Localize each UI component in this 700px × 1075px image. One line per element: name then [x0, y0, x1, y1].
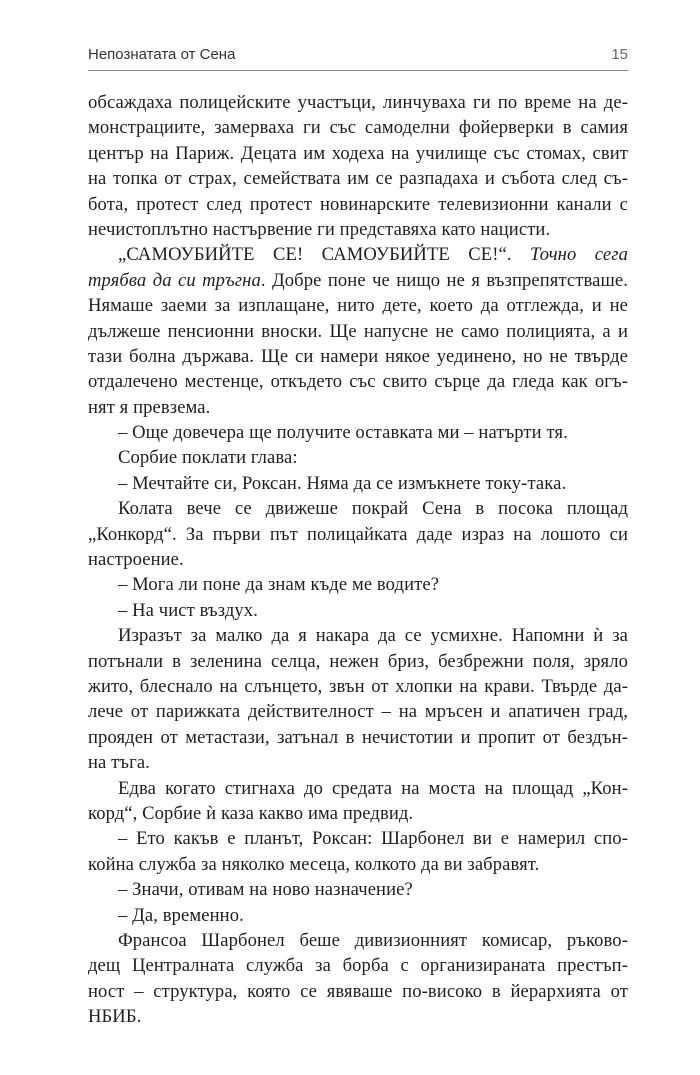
text-line	[88, 344, 628, 369]
text-line	[88, 979, 628, 1004]
text-line	[88, 674, 628, 699]
text-run: тази болна държава. Ще си намери някое уединено, но не твърде	[88, 345, 628, 367]
text-run: Нямаше заеми за изплащане, нито дете, което да отглежда, и не	[88, 295, 628, 317]
text-run: корд“, Сорбие ѝ каза какво има предвид.	[88, 802, 414, 824]
text-line	[88, 242, 628, 267]
text-line	[88, 699, 628, 724]
text-run: нечистоплътно настървение ги представяха като нацисти.	[88, 218, 551, 240]
running-header	[88, 40, 628, 71]
text-line	[88, 471, 628, 496]
text-line	[88, 598, 628, 623]
text-run: – На чист въздух.	[118, 599, 258, 621]
text-run: „Конкорд“. За първи път полицайката даде израз на лошото си	[88, 523, 628, 545]
text-line	[88, 877, 628, 902]
text-run: бота, протест след протест новинарските телевизионни канали с	[88, 193, 628, 215]
text-line	[88, 928, 628, 953]
text-run: „САМОУБИЙТЕ СЕ! САМОУБИЙТЕ СЕ!“.	[118, 244, 531, 266]
italic-text-run: Точно сега	[530, 244, 628, 266]
text-line	[88, 801, 628, 826]
italic-text-run: трябва да си тръгна	[88, 269, 261, 291]
text-line	[88, 395, 628, 420]
text-run: нят я превзема.	[88, 396, 211, 418]
text-run: койна служба за няколко месеца, колкото да ви забравят.	[88, 853, 540, 875]
text-line	[88, 293, 628, 318]
text-run: на тъга.	[88, 752, 150, 774]
page-number: 15	[611, 46, 628, 63]
text-line	[88, 953, 628, 978]
text-run: лече от парижката действителност – на мръсен и апатичен град,	[88, 701, 628, 723]
text-run: жито, блеснало на слънцето, звън от хлопки на крави. Твърде да-	[88, 675, 628, 697]
text-line	[88, 192, 628, 217]
text-line	[88, 166, 628, 191]
page-body-text	[88, 90, 628, 1029]
text-run: – Мога ли поне да знам къде ме водите?	[118, 574, 440, 596]
text-run: Франсоа Шарбонел беше дивизионният комисар, ръково-	[118, 929, 628, 951]
text-run: . Добре поне че нищо не я възпрепятстваше.	[260, 269, 628, 291]
text-run: Едва когато стигнаха до средата на моста на площад „Кон-	[118, 777, 628, 799]
text-line	[88, 445, 628, 470]
text-run: потънали в зеленина селца, нежен бриз, безбрежни поля, зряло	[88, 650, 628, 672]
text-run: – Мечтайте си, Роксан. Няма да се измъкнете току-така.	[118, 472, 567, 494]
text-run: НБИБ.	[88, 1006, 142, 1028]
text-line	[88, 852, 628, 877]
text-line	[88, 725, 628, 750]
text-line	[88, 826, 628, 851]
text-line	[88, 522, 628, 547]
text-line	[88, 268, 628, 293]
text-line	[88, 547, 628, 572]
text-line	[88, 141, 628, 166]
text-line	[88, 649, 628, 674]
text-line	[88, 623, 628, 648]
text-line	[88, 115, 628, 140]
text-run: – Ето какъв е планът, Роксан: Шарбонел ви е намерил спо-	[118, 828, 628, 850]
text-line	[88, 572, 628, 597]
text-run: Колата вече се движеше покрай Сена в посока площад	[118, 498, 628, 520]
text-line	[88, 369, 628, 394]
book-title: Непознатата от Сена	[88, 46, 236, 63]
text-line	[88, 420, 628, 445]
text-run: център на Париж. Децата им ходеха на училище със стомах, свит	[88, 142, 628, 164]
text-line	[88, 1004, 628, 1029]
text-run: дължеше пенсионни вноски. Ще напусне не само полицията, а и	[88, 320, 628, 342]
text-line	[88, 90, 628, 115]
text-run: на топка от страх, семействата им се разпадаха и събота след съ-	[88, 168, 628, 190]
text-run: – Значи, отивам на ново назначение?	[118, 879, 413, 901]
text-run: – Още довечера ще получите оставката ми – натърти тя.	[118, 422, 568, 444]
text-run: прояден от метастази, затънал в нечистотии и пропит от бездън-	[88, 726, 628, 748]
text-run: обсаждаха полицейските участъци, линчуваха ги по време на де-	[88, 92, 628, 113]
text-line	[88, 217, 628, 242]
text-run: монстрациите, замерваха ги със самоделни фойерверки в самия	[88, 117, 628, 139]
text-run: Изразът за малко да я накара да се усмихне. Напомни ѝ за	[118, 625, 628, 647]
text-line	[88, 750, 628, 775]
text-run: – Да, временно.	[118, 904, 244, 926]
text-run: ност – структура, която се явяваше по-високо в йерархията от	[88, 980, 628, 1002]
text-line	[88, 319, 628, 344]
text-line	[88, 496, 628, 521]
text-run: Сорбие поклати глава:	[118, 447, 298, 469]
text-run: отдалечено местенце, откъдето със свито сърце да гледа как огъ-	[88, 371, 628, 393]
text-run: настроение.	[88, 549, 184, 571]
text-run: дещ Централната служба за борба с организираната престъп-	[88, 955, 628, 977]
text-line	[88, 776, 628, 801]
text-line	[88, 903, 628, 928]
